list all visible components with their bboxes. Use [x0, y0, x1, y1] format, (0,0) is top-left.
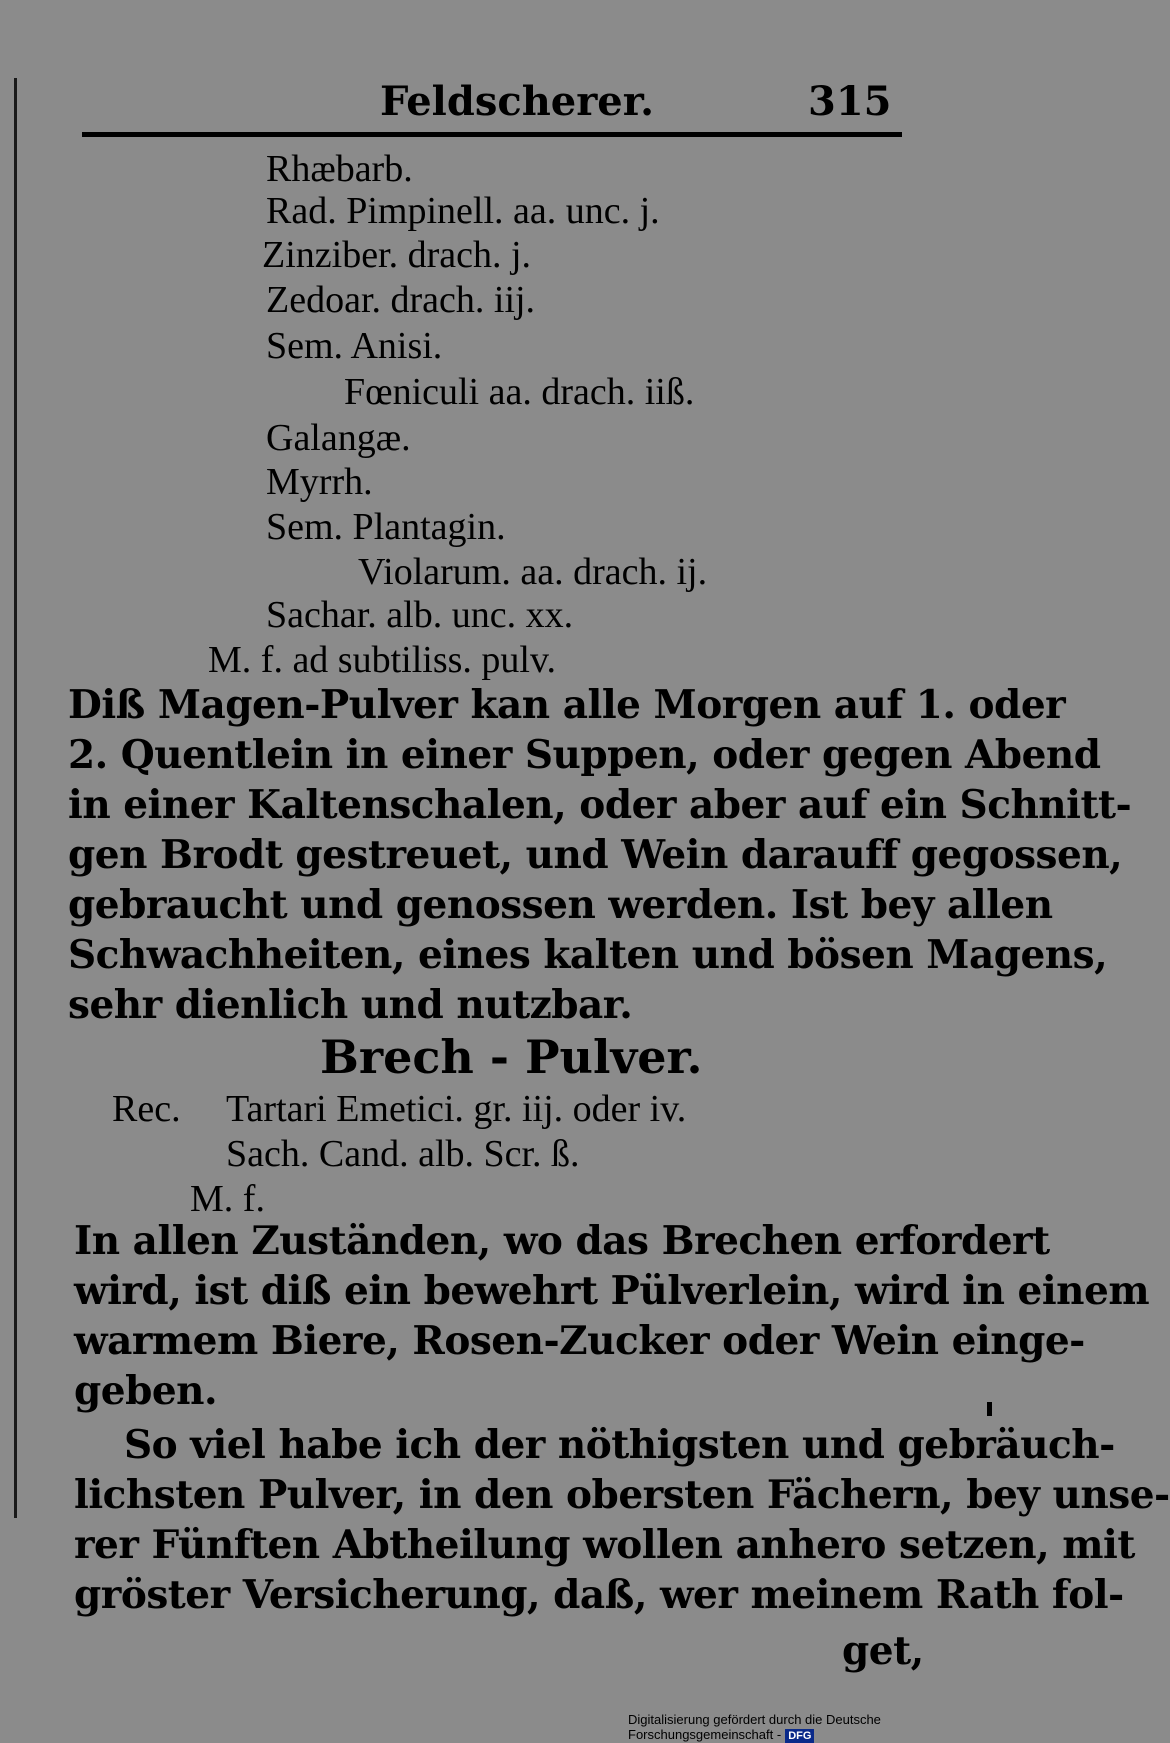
paragraph-line: gebraucht und genossen werden. Ist bey allen: [68, 882, 1053, 928]
paragraph-line: Schwachheiten, eines kalten und bösen Magens,: [68, 932, 1108, 978]
paragraph-line: sehr dienlich und nutzbar.: [68, 982, 633, 1028]
recipe-line: Zinziber. drach. j.: [262, 234, 532, 276]
page-edge-shadow: [14, 78, 17, 1518]
recipe-line: Zedoar. drach. iij.: [266, 279, 536, 321]
recipe-line: Sach. Cand. alb. Scr. ß.: [226, 1133, 580, 1175]
dfg-logo: DFG: [785, 1729, 814, 1743]
paragraph-line: In allen Zuständen, wo das Brechen erfordert: [74, 1218, 1050, 1264]
recipe-line: Rhæbarb.: [266, 148, 413, 190]
section-heading: Brech - Pulver.: [320, 1030, 703, 1084]
recipe-line: Tartari Emetici. gr. iij. oder iv.: [226, 1088, 687, 1130]
recipe-line: Sem. Anisi.: [266, 325, 443, 367]
paragraph-line: 2. Quentlein in einer Suppen, oder gegen Abend: [68, 732, 1101, 778]
paragraph-line: Diß Magen-Pulver kan alle Morgen auf 1. oder: [68, 682, 1066, 728]
ink-mark: [987, 1402, 992, 1416]
rec-label: Rec.: [112, 1088, 181, 1130]
paragraph-line: warmem Biere, Rosen-Zucker oder Wein einge-: [74, 1318, 1085, 1364]
recipe-line: Rad. Pimpinell. aa. unc. j.: [266, 190, 660, 232]
paragraph-line: So viel habe ich der nöthigsten und gebräuch-: [124, 1422, 1115, 1468]
recipe-line: M. f. ad subtiliss. pulv.: [208, 639, 556, 681]
paragraph-line: gröster Versicherung, daß, wer meinem Rath fol-: [74, 1572, 1124, 1618]
paragraph-line: in einer Kaltenschalen, oder aber auf ein Schnitt-: [68, 782, 1132, 828]
paragraph-line: rer Fünften Abtheilung wollen anhero setzen, mit: [74, 1522, 1135, 1568]
running-head-title: Feldscherer.: [380, 78, 655, 125]
recipe-line: M. f.: [190, 1178, 265, 1220]
footer-text: Digitalisierung gefördert durch die Deutsche Forschungsgemeinschaft -: [628, 1712, 881, 1742]
recipe-line: Sem. Plantagin.: [266, 506, 506, 548]
header-rule: [82, 132, 902, 137]
digitization-credit: [628, 1712, 1000, 1743]
catchword: get,: [842, 1628, 924, 1674]
paragraph-line: geben.: [74, 1368, 218, 1414]
recipe-line: Fœniculi aa. drach. iiß.: [344, 371, 695, 413]
recipe-line: Sachar. alb. unc. xx.: [266, 594, 574, 636]
paragraph-line: wird, ist diß ein bewehrt Pülverlein, wird in einem: [74, 1268, 1150, 1314]
paragraph-line: lichsten Pulver, in den obersten Fächern, bey unse-: [74, 1472, 1170, 1518]
recipe-line: Violarum. aa. drach. ij.: [358, 551, 708, 593]
recipe-line: Myrrh.: [266, 461, 373, 503]
page-number: 315: [808, 78, 892, 125]
paragraph-line: gen Brodt gestreuet, und Wein darauff gegossen,: [68, 832, 1123, 878]
recipe-line: Galangæ.: [266, 417, 411, 459]
